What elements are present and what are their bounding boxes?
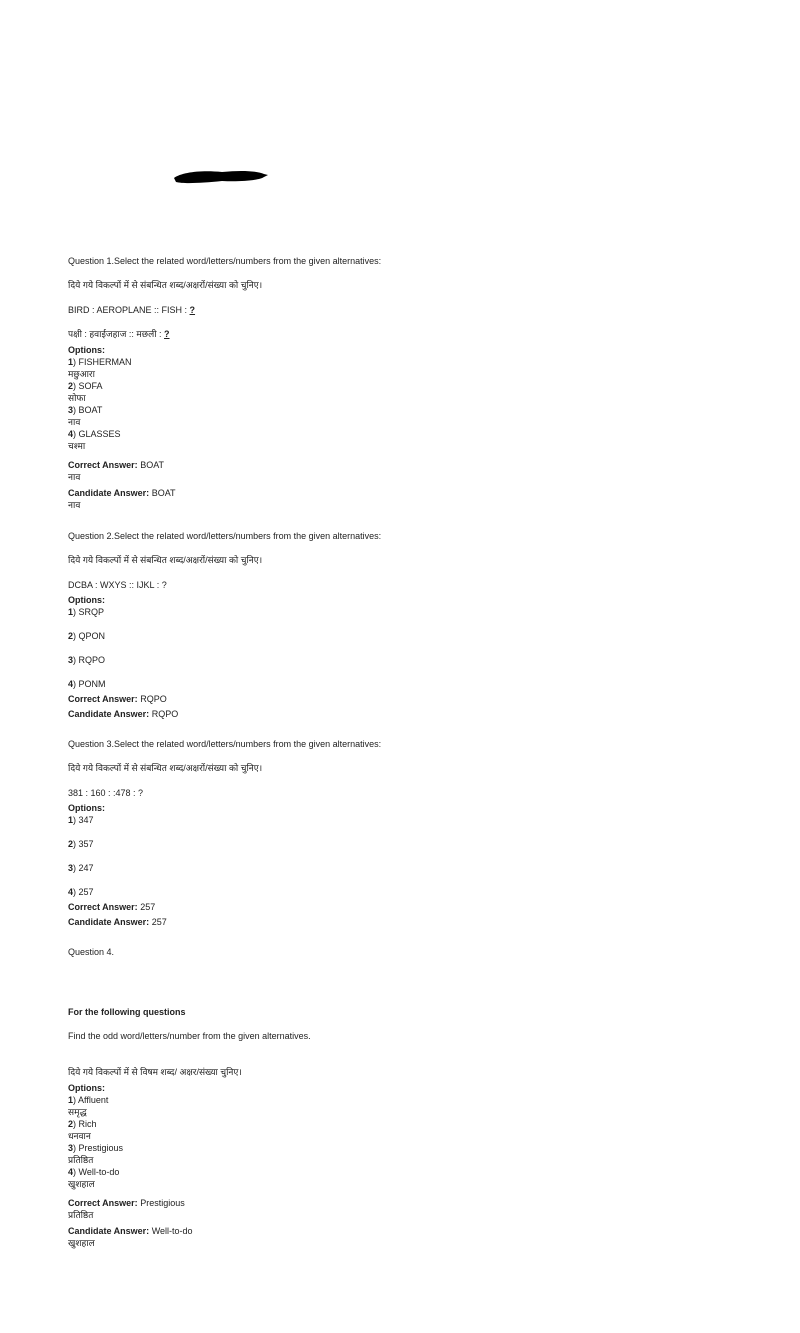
question-2-option-1: 1) SRQP bbox=[68, 607, 105, 617]
question-1-prompt: BIRD : AEROPLANE :: FISH : ? bbox=[68, 305, 196, 315]
question-3-correct-answer: Correct Answer: 257 bbox=[68, 902, 156, 912]
question-4-hindi: दिये गये विकल्पों में से विषम शब्द/ अक्षर/संख्या चुनिए। bbox=[68, 1067, 242, 1077]
question-4-options: Options: 1) Affluent समृद्ध 2) Rich धनवान 3) Prestigious प्रतिष्ठित 4) Well-to-do खुशहाल bbox=[68, 1083, 124, 1189]
question-1-hindi: दिये गये विकल्पों में से संबन्धित शब्द/अक्षरों/संख्या को चुनिए। bbox=[68, 280, 263, 290]
question-2-correct-answer: Correct Answer: RQPO bbox=[68, 694, 167, 704]
question-3-options-label: Options: bbox=[68, 803, 105, 813]
question-1-title: Question 1.Select the related word/letters/numbers from the given alternatives: bbox=[68, 256, 382, 266]
question-4-correct-answer: Correct Answer: Prestigious प्रतिष्ठित bbox=[68, 1198, 185, 1220]
question-1-prompt-hindi: पक्षी : हवाईजहाज :: मछली : ? bbox=[68, 329, 170, 339]
question-3-option-1: 1) 347 bbox=[68, 815, 94, 825]
question-4-candidate-answer: Candidate Answer: Well-to-do खुशहाल bbox=[68, 1226, 193, 1248]
question-2-option-4: 4) PONM bbox=[68, 679, 106, 689]
question-2-prompt: DCBA : WXYS :: IJKL : ? bbox=[68, 580, 167, 590]
question-2-candidate-answer: Candidate Answer: RQPO bbox=[68, 709, 179, 719]
question-3-candidate-answer: Candidate Answer: 257 bbox=[68, 917, 167, 927]
question-2-title: Question 2.Select the related word/letters/numbers from the given alternatives: bbox=[68, 531, 382, 541]
question-3-title: Question 3.Select the related word/letters/numbers from the given alternatives: bbox=[68, 739, 382, 749]
question-3-option-2: 2) 357 bbox=[68, 839, 94, 849]
redaction-mark bbox=[172, 168, 268, 186]
question-3-option-3: 3) 247 bbox=[68, 863, 94, 873]
question-3-prompt: 381 : 160 : :478 : ? bbox=[68, 788, 144, 798]
question-2-option-3: 3) RQPO bbox=[68, 655, 106, 665]
question-3-hindi: दिये गये विकल्पों में से संबन्धित शब्द/अक्षरों/संख्या को चुनिए। bbox=[68, 763, 263, 773]
question-2-hindi: दिये गये विकल्पों में से संबन्धित शब्द/अक्षरों/संख्या को चुनिए। bbox=[68, 555, 263, 565]
question-4-instruction: Find the odd word/letters/number from the given alternatives. bbox=[68, 1031, 311, 1041]
question-1-options: Options: 1) FISHERMAN मछुआरा 2) SOFA सोफा 3) BOAT नाव 4) GLASSES चश्मा bbox=[68, 345, 132, 451]
question-1-correct-answer: Correct Answer: BOAT नाव bbox=[68, 460, 165, 482]
question-2-option-2: 2) QPON bbox=[68, 631, 106, 641]
question-4-heading: For the following questions bbox=[68, 1007, 186, 1017]
question-2-options-label: Options: bbox=[68, 595, 105, 605]
question-1-candidate-answer: Candidate Answer: BOAT नाव bbox=[68, 488, 176, 510]
question-3-option-4: 4) 257 bbox=[68, 887, 94, 897]
question-4-title: Question 4. bbox=[68, 947, 115, 957]
